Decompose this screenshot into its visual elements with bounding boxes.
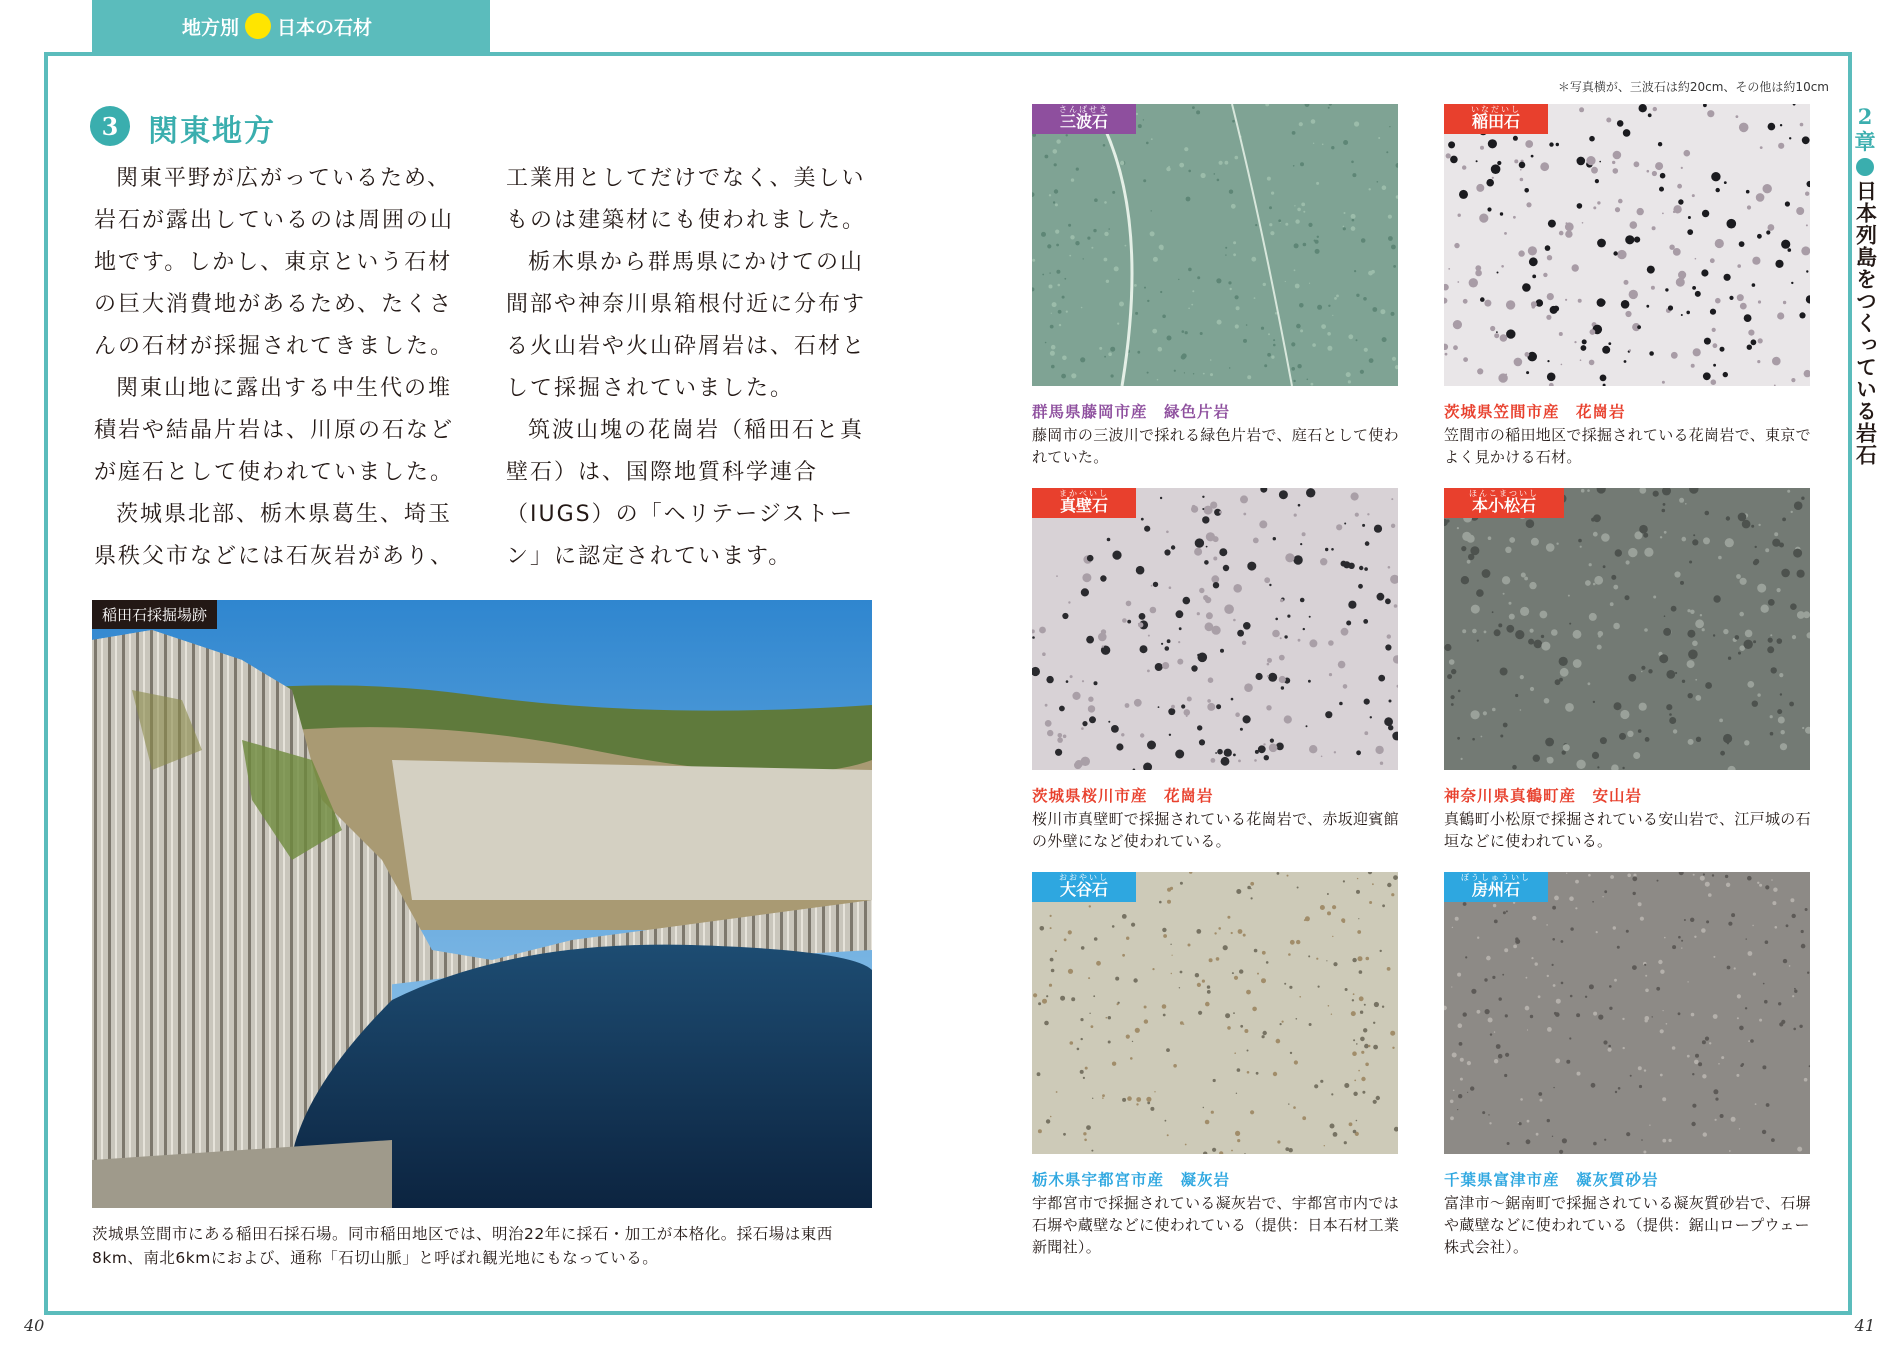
photo-label: 稲田石採掘場跡 xyxy=(92,600,217,629)
header-title: 日本の石材 xyxy=(277,16,373,39)
stone-origin-title: 神奈川県真鶴町産 安山岩 xyxy=(1444,787,1643,805)
body-column-1 xyxy=(94,158,464,578)
page-number-left: 40 xyxy=(24,1316,45,1335)
stone-description: 桜川市真壁町で採掘されている花崗岩で、赤坂迎賓館の外壁になど使われている。 xyxy=(1032,810,1399,850)
stone-name: 三波石 xyxy=(1060,112,1109,131)
stone-name-label xyxy=(1444,488,1564,518)
page-number-right: 41 xyxy=(1854,1316,1875,1335)
paragraph: 茨城県北部、栃木県葛生、埼玉県秩父市などには石灰岩があり、 xyxy=(94,502,455,569)
stone-description: 富津市～鋸南町で採掘されている凝灰質砂岩で、石塀や蔵壁などに使われている（提供：鋸山ロープウェー株式会社）。 xyxy=(1444,1194,1811,1256)
header-dot-icon xyxy=(245,13,271,39)
stone-name: 本小松石 xyxy=(1472,496,1537,515)
stone-photo xyxy=(1032,104,1398,386)
stone-origin-title: 栃木県宇都宮市産 凝灰岩 xyxy=(1032,1171,1231,1189)
stone-ruby: まかべいし xyxy=(1059,489,1109,498)
stone-ruby: いなだいし xyxy=(1471,105,1521,114)
chapter-side-tab xyxy=(1852,104,1878,466)
stone-ruby: さんばせき xyxy=(1059,105,1109,114)
section-title: 関東地方 xyxy=(148,114,276,149)
stone-photo xyxy=(1444,488,1810,770)
stone-name-label xyxy=(1032,488,1136,518)
stone-origin-title: 群馬県藤岡市産 緑色片岩 xyxy=(1032,403,1231,421)
stone-photo xyxy=(1444,104,1810,386)
stone-origin-title: 茨城県桜川市産 花崗岩 xyxy=(1032,787,1214,805)
stone-name-label xyxy=(1032,872,1136,902)
stone-name: 稲田石 xyxy=(1472,112,1521,131)
paragraph: 栃木県から群馬県にかけての山間部や神奈川県箱根付近に分布する火山岩や火山砕屑岩は、石材として採掘されていました。 xyxy=(506,250,867,401)
stone-description: 宇都宮市で採掘されている凝灰岩で、宇都宮市内では石塀や蔵壁などに使われている（提供：日本石材工業新聞社）。 xyxy=(1032,1194,1400,1256)
body-column-2 xyxy=(506,158,876,578)
stone-name: 大谷石 xyxy=(1060,880,1109,899)
chapter-number: 2 xyxy=(1857,104,1873,129)
photo-caption: 茨城県笠間市にある稲田石採石場。同市稲田地区では、明治22年に採石・加工が本格化。採石場は東西8km、南北6kmにおよび、通称「石切山脈」と呼ばれ観光地にもなっている。 xyxy=(92,1225,833,1267)
stone-photo xyxy=(1444,872,1810,1154)
stone-description: 笠間市の稲田地区で採掘されている花崗岩で、東京でよく見かける石材。 xyxy=(1444,426,1811,466)
stone-origin-title: 千葉県富津市産 凝灰質砂岩 xyxy=(1444,1171,1659,1189)
header-category: 地方別 xyxy=(182,16,240,39)
stone-ruby: ほんこまついし xyxy=(1469,489,1539,498)
header-tab xyxy=(92,0,490,52)
stone-origin-title: 茨城県笠間市産 花崗岩 xyxy=(1444,403,1626,421)
section-number-badge: 3 xyxy=(90,106,130,146)
chapter-title: 日本列島をつくっている岩石 xyxy=(1853,180,1878,466)
chapter-word: 章 xyxy=(1854,129,1876,154)
chapter-dot-icon xyxy=(1856,158,1874,176)
photo-scale-note: ＊写真横が、三波石は約20cm、その他は約10cm xyxy=(1557,80,1829,94)
stone-photo xyxy=(1032,872,1398,1154)
stone-name-label xyxy=(1032,104,1136,134)
stone-description: 真鶴町小松原で採掘されている安山岩で、江戸城の石垣などに使われている。 xyxy=(1444,810,1811,850)
stone-description: 藤岡市の三波川で採れる緑色片岩で、庭石として使われていた。 xyxy=(1032,426,1399,466)
paragraph: 関東山地に露出する中生代の堆積岩や結晶片岩は、川原の石などが庭石として使われていました。 xyxy=(94,376,455,485)
stone-name-label xyxy=(1444,104,1548,134)
paragraph: 工業用としてだけでなく、美しいものは建築材にも使われました。 xyxy=(506,166,867,233)
stone-name-label xyxy=(1444,872,1548,902)
stone-name: 真壁石 xyxy=(1060,496,1109,515)
stone-name: 房州石 xyxy=(1472,880,1521,899)
stone-photo xyxy=(1032,488,1398,770)
paragraph: 関東平野が広がっているため、岩石が露出しているのは周囲の山地です。しかし、東京という石材の巨大消費地があるため、たくさんの石材が採掘されてきました。 xyxy=(94,166,455,359)
quarry-photo xyxy=(92,600,872,1208)
paragraph: 筑波山塊の花崗岩（稲田石と真壁石）は、国際地質科学連合（IUGS）の「ヘリテージストーン」に認定されています。 xyxy=(506,418,865,569)
stone-ruby: ぼうしゅういし xyxy=(1461,873,1531,882)
stone-ruby: おおやいし xyxy=(1059,873,1109,882)
